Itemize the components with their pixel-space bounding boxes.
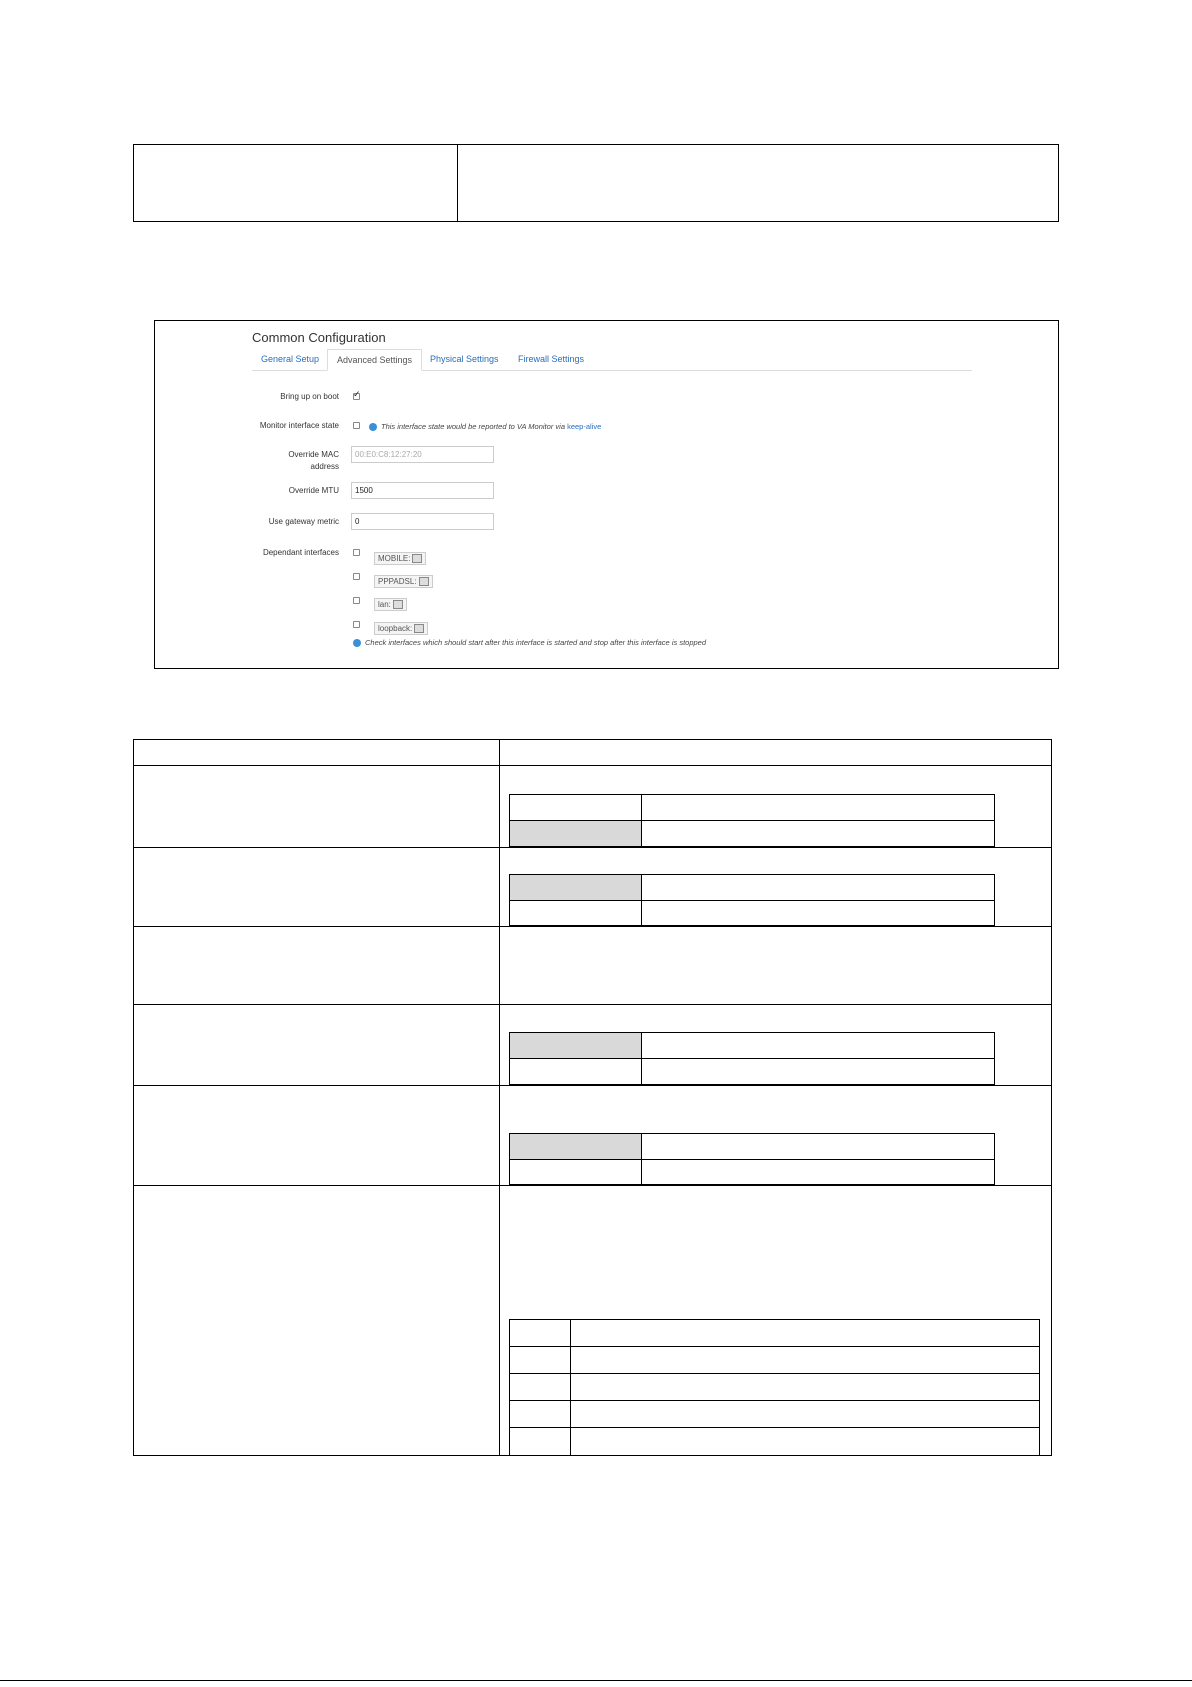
row-divider xyxy=(134,1085,1051,1086)
options-subtable xyxy=(509,874,995,926)
dependant-loopback-checkbox[interactable] xyxy=(353,621,360,628)
override-mtu-input[interactable]: 1500 xyxy=(351,482,494,499)
iface-lan xyxy=(374,598,407,611)
monitor-hint xyxy=(381,422,601,431)
iface-mobile xyxy=(374,552,426,565)
override-mac-label-line2: address xyxy=(310,462,339,471)
iface-mobile-label: MOBILE: xyxy=(378,554,411,563)
override-mac-input[interactable]: 00:E0:C8:12:27:20 xyxy=(351,446,494,463)
bring-up-on-boot-label: Bring up on boot xyxy=(280,392,339,401)
subtable-row-divider xyxy=(510,1373,1039,1374)
loopback-icon xyxy=(414,624,424,633)
subtable-cell xyxy=(510,1160,642,1184)
override-mac-label xyxy=(219,449,339,473)
dependant-lan-checkbox[interactable] xyxy=(353,597,360,604)
tab-firewall-settings[interactable]: Firewall Settings xyxy=(518,354,585,364)
footer-rule xyxy=(0,1680,1192,1681)
row-divider xyxy=(134,1004,1051,1005)
override-mtu-label: Override MTU xyxy=(288,486,339,495)
iface-loopback-label: loopback: xyxy=(378,624,413,633)
subtable-row-divider xyxy=(510,1400,1039,1401)
mobile-icon xyxy=(412,554,422,563)
subtable-cell-default xyxy=(510,821,642,846)
iface-loopback xyxy=(374,622,428,635)
keep-alive-link[interactable]: keep-alive xyxy=(567,422,602,431)
override-mac-label-line1: Override MAC xyxy=(288,450,339,459)
iface-lan-label: lan: xyxy=(378,600,391,609)
subtable-cell xyxy=(642,795,994,821)
subtable-cell xyxy=(642,1033,994,1059)
use-gateway-metric-input[interactable]: 0 xyxy=(351,513,494,530)
subtable-cell xyxy=(642,1134,994,1160)
list-subtable xyxy=(509,1319,1040,1456)
tab-bar xyxy=(252,349,972,371)
tab-physical-settings[interactable]: Physical Settings xyxy=(430,354,499,364)
row-divider xyxy=(134,847,1051,848)
subtable-cell-default xyxy=(510,875,642,901)
use-gateway-metric-label: Use gateway metric xyxy=(268,517,339,526)
iface-pppadsl-label: PPPADSL: xyxy=(378,577,417,586)
lan-icon xyxy=(393,600,403,609)
pppadsl-icon xyxy=(419,577,429,586)
dependant-interfaces-label: Dependant interfaces xyxy=(262,548,339,557)
subtable-cell xyxy=(510,795,642,821)
top-table-divider xyxy=(457,145,458,221)
dependant-mobile-checkbox[interactable] xyxy=(353,549,360,556)
tab-general-setup[interactable]: General Setup xyxy=(261,354,320,364)
monitor-hint-text: This interface state would be reported to VA Monitor via xyxy=(381,422,565,431)
subtable-cell-default xyxy=(510,1033,642,1059)
subtable-row-divider xyxy=(510,1346,1039,1347)
top-table xyxy=(133,144,1059,222)
monitor-interface-state-checkbox[interactable] xyxy=(353,422,360,429)
info-icon xyxy=(353,639,361,647)
options-subtable xyxy=(509,1032,995,1085)
subtable-cell xyxy=(510,1059,642,1084)
bring-up-on-boot-checkbox[interactable] xyxy=(353,393,360,400)
subtable-cell xyxy=(642,875,994,901)
row-divider xyxy=(134,1185,1051,1186)
subtable-cell-default xyxy=(510,1134,642,1160)
common-configuration-screenshot xyxy=(154,320,1059,669)
row-divider xyxy=(134,765,1051,766)
info-icon xyxy=(369,423,377,431)
subtable-cell xyxy=(510,901,642,925)
iface-pppadsl xyxy=(374,575,433,588)
options-subtable xyxy=(509,794,995,847)
dependant-pppadsl-checkbox[interactable] xyxy=(353,573,360,580)
subtable-divider xyxy=(570,1320,571,1455)
tab-advanced-settings[interactable]: Advanced Settings xyxy=(327,349,422,371)
subtable-row-divider xyxy=(510,1427,1039,1428)
monitor-interface-state-label: Monitor interface state xyxy=(259,421,339,430)
footer-text xyxy=(1084,1681,1086,1687)
page-title: Common Configuration xyxy=(252,330,386,345)
options-subtable xyxy=(509,1133,995,1185)
row-divider xyxy=(134,926,1051,927)
dependant-interfaces-hint: Check interfaces which should start after this interface is started and stop after this interface is stopped xyxy=(365,638,707,647)
parameter-table xyxy=(133,739,1052,1456)
